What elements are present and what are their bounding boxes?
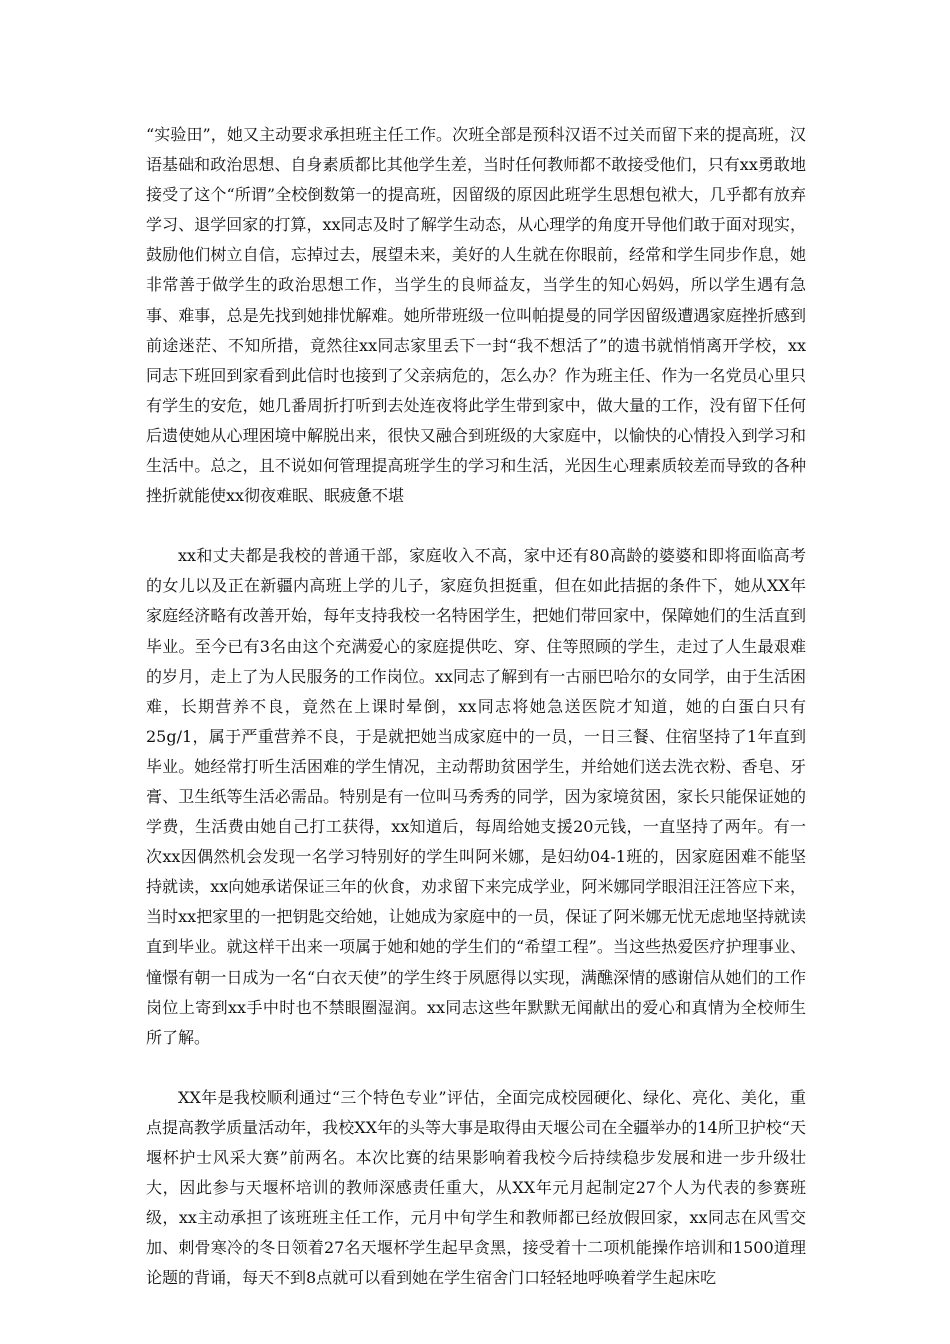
document-page (146, 120, 806, 1323)
paragraph-1: “实验田”，她又主动要求承担班主任工作。次班全部是预科汉语不过关而留下来的提高班，汉语基础和政治思想、自身素质都比其他学生差，当时任何教师都不敢接受他们，只有xx勇敢地接受了这个“所谓”全校倒数第一的提高班，因留级的原因此班学生思想包袱大，几乎都有放弃学习、退学回家的打算，xx同志及时了解学生动态，从心理学的角度开导他们敢于面对现实，鼓励他们树立自信，忘掉过去，展望未来，美好的人生就在你眼前，经常和学生同步作息，她非常善于做学生的政治思想工作，当学生的良师益友，当学生的知心妈妈，所以学生遇有急事、难事，总是先找到她排忧解难。她所带班级一位叫帕提曼的同学因留级遭遇家庭挫折感到前途迷茫、不知所措，竟然往xx同志家里丢下一封“我不想活了”的遗书就悄悄离开学校，xx同志下班回到家看到此信时也接到了父亲病危的，怎么办？作为班主任、作为一名党员心里只有学生的安危，她几番周折打听到去处连夜将此学生带到家中，做大量的工作，没有留下任何后遗使她从心理困境中解脱出来，很快又融合到班级的大家庭中，以愉快的心情投入到学习和生活中。总之，且不说如何管理提高班学生的学习和生活，光因生心理素质较差而导致的各种挫折就能使xx彻夜难眠、眠疲惫不堪 (146, 125, 806, 506)
paragraph-2: xx和丈夫都是我校的普通干部，家庭收入不高，家中还有80高龄的婆婆和即将面临高考的女儿以及正在新疆内高班上学的儿子，家庭负担挺重，但在如此拮据的条件下，她从XX年家庭经济略有改善开始，每年支持我校一名特困学生，把她们带回家中，保障她们的生活直到毕业。至今已有3名由这个充满爱心的家庭提供吃、穿、住等照顾的学生，走过了人生最艰难的岁月，走上了为人民服务的工作岗位。xx同志了解到有一古丽巴哈尔的女同学，由于生活困难，长期营养不良，竟然在上课时晕倒，xx同志将她急送医院才知道，她的白蛋白只有25g/1，属于严重营养不良，于是就把她当成家庭中的一员，一日三餐、住宿坚持了1年直到毕业。她经常打听生活困难的学生情况，主动帮助贫困学生，并给她们送去洗衣粉、香皂、牙膏、卫生纸等生活必需品。特别是有一位叫马秀秀的同学，因为家境贫困，家长只能保证她的学费，生活费由她自己打工获得，xx知道后，每周给她支援20元钱，一直坚持了两年。有一次xx因偶然机会发现一名学习特别好的学生叫阿米娜，是妇幼04-1班的，因家庭困难不能坚持就读，xx向她承诺保证三年的伙食，劝求留下来完成学业，阿米娜同学眼泪汪汪答应下来，当时xx把家里的一把钥匙交给她，让她成为家庭中的一员，保证了阿米娜无忧无虑地坚持就读直到毕业。就这样干出来一项属于她和她的学生们的“希望工程”。当这些热爱医疗护理事业、憧憬有朝一日成为一名“白衣天使”的学生终于夙愿得以实现，满醮深情的感谢信从她们的工作岗位上寄到xx手中时也不禁眼圈湿润。xx同志这些年默默无闻献出的爱心和真情为全校师生所了解。 (146, 546, 806, 1047)
paragraph-3: XX年是我校顺利通过“三个特色专业”评估，全面完成校园硬化、绿化、亮化、美化，重点提高教学质量活动年，我校XX年的头等大事是取得由天堰公司在全疆举办的14所卫护校“天堰杯护士风采大赛”前两名。本次比赛的结果影响着我校今后持续稳步发展和进一步升级壮大，因此参与天堰杯培训的教师深感责任重大，从XX年元月起制定27个人为代表的参赛班级，xx主动承担了该班班主任工作，元月中旬学生和教师都已经放假回家，xx同志在风雪交加、刺骨寒冷的冬日领着27名天堰杯学生起早贪黑，接受着十二项机能操作培训和1500道理论题的背诵，每天不到8点就可以看到她在学生宿舍门口轻轻地呼唤着学生起床吃 (146, 1087, 806, 1288)
